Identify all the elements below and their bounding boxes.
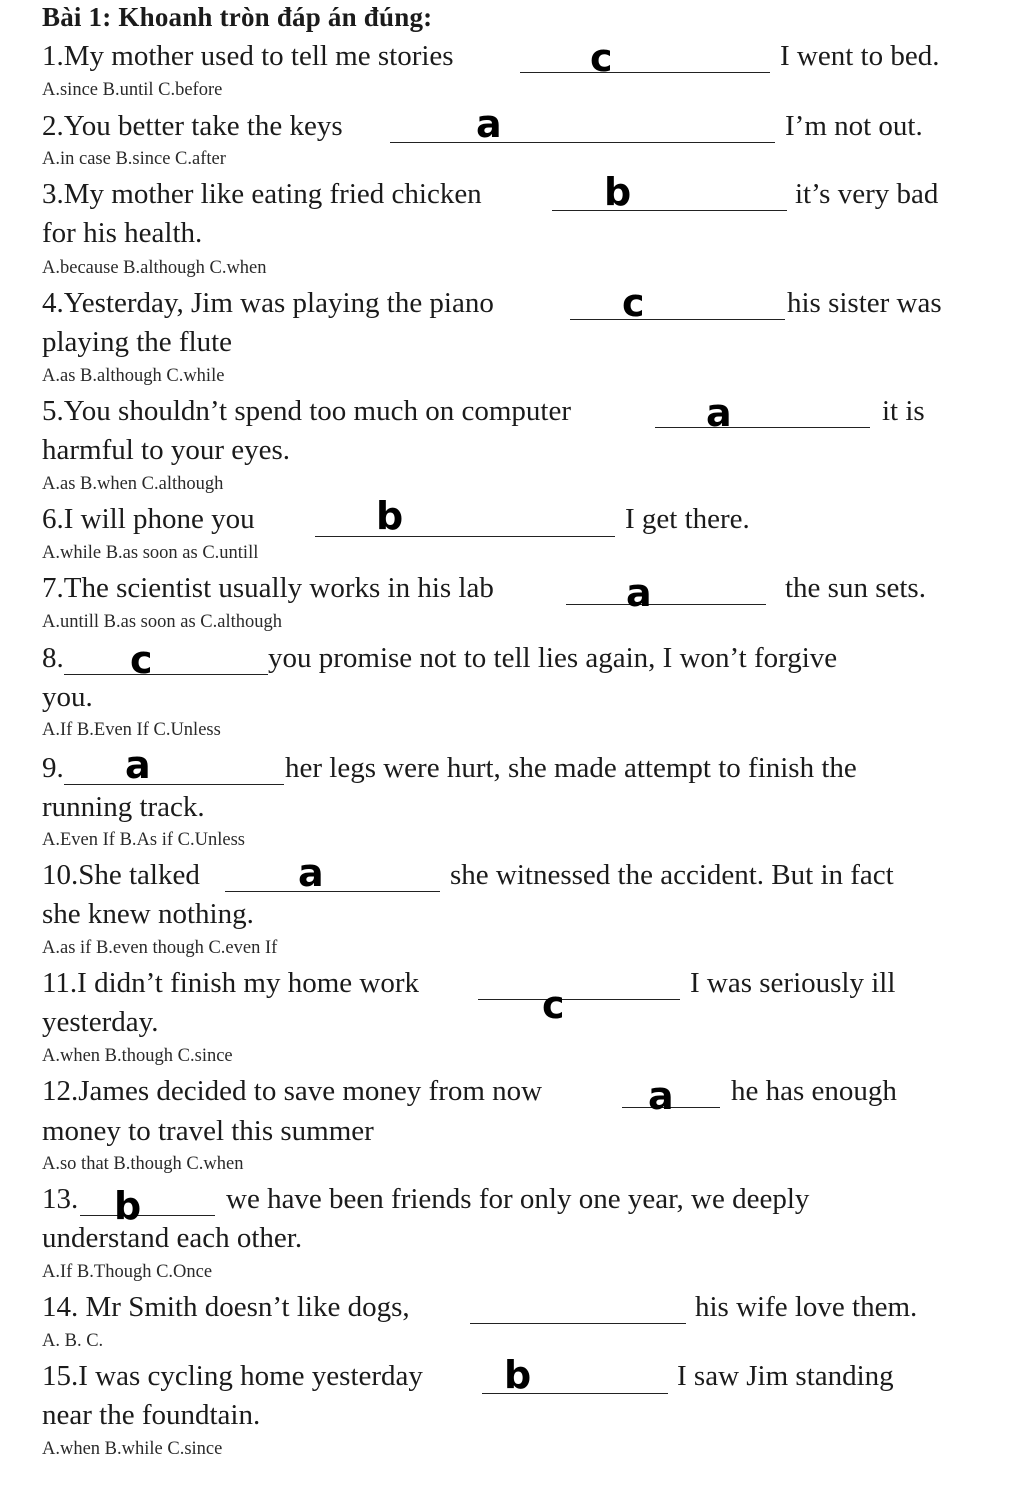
question-3-text-continued: for his health. bbox=[42, 217, 203, 249]
question-15-text-before: 15.I was cycling home yesterday bbox=[42, 1360, 423, 1392]
question-7-text-after: the sun sets. bbox=[785, 572, 926, 604]
question-12-text-continued: money to travel this summer bbox=[42, 1115, 374, 1147]
question-10-blank bbox=[225, 891, 440, 892]
question-1-text-before: 1.My mother used to tell me stories bbox=[42, 40, 454, 72]
question-5-text-after: it is bbox=[882, 395, 925, 427]
question-1-text-after: I went to bed. bbox=[780, 40, 940, 72]
question-10-answer: a bbox=[298, 851, 324, 895]
question-3-answer: b bbox=[604, 170, 632, 214]
question-12-options: A.so that B.though C.when bbox=[42, 1154, 244, 1174]
question-12-answer: a bbox=[648, 1074, 674, 1118]
question-5-blank bbox=[655, 427, 870, 428]
question-11-answer: c bbox=[542, 983, 565, 1027]
question-9-text-before: 9. bbox=[42, 752, 64, 784]
question-11-blank bbox=[478, 999, 680, 1000]
question-14-text-before: 14. Mr Smith doesn’t like dogs, bbox=[42, 1291, 410, 1323]
question-15-answer: b bbox=[504, 1353, 532, 1397]
question-6-options: A.while B.as soon as C.untill bbox=[42, 543, 259, 563]
question-2-options: A.in case B.since C.after bbox=[42, 149, 226, 169]
question-1-options: A.since B.until C.before bbox=[42, 80, 223, 100]
question-14-blank bbox=[470, 1323, 686, 1324]
question-14-options: A. B. C. bbox=[42, 1331, 104, 1351]
question-8-options: A.If B.Even If C.Unless bbox=[42, 720, 221, 740]
question-9-answer: a bbox=[125, 743, 151, 787]
question-2-blank bbox=[390, 142, 775, 143]
question-14-text-after: his wife love them. bbox=[695, 1291, 918, 1323]
question-3-blank bbox=[552, 210, 787, 211]
exercise-title: Bài 1: Khoanh tròn đáp án đúng: bbox=[42, 2, 433, 32]
question-15-options: A.when B.while C.since bbox=[42, 1439, 223, 1459]
question-13-blank bbox=[80, 1215, 215, 1216]
question-7-answer: a bbox=[626, 571, 652, 615]
question-7-blank bbox=[566, 604, 766, 605]
question-6-answer: b bbox=[376, 494, 404, 538]
question-9-text-after: her legs were hurt, she made attempt to finish the bbox=[285, 752, 857, 784]
question-4-blank bbox=[570, 319, 785, 320]
question-5-text-continued: harmful to your eyes. bbox=[42, 434, 291, 466]
question-10-options: A.as if B.even though C.even If bbox=[42, 938, 278, 958]
question-4-text-continued: playing the flute bbox=[42, 326, 233, 358]
question-15-text-continued: near the foundtain. bbox=[42, 1399, 261, 1431]
question-2-text-after: I’m not out. bbox=[785, 110, 923, 142]
question-11-text-before: 11.I didn’t finish my home work bbox=[42, 967, 419, 999]
question-4-text-after: his sister was bbox=[787, 287, 942, 319]
question-15-text-after: I saw Jim standing bbox=[677, 1360, 894, 1392]
question-13-text-after: we have been friends for only one year, we deeply bbox=[226, 1183, 810, 1215]
question-4-options: A.as B.although C.while bbox=[42, 366, 225, 386]
question-11-text-continued: yesterday. bbox=[42, 1006, 159, 1038]
question-5-answer: a bbox=[706, 391, 732, 435]
question-8-answer: c bbox=[130, 638, 153, 682]
question-6-blank bbox=[315, 536, 615, 537]
question-12-text-before: 12.James decided to save money from now bbox=[42, 1075, 543, 1107]
question-5-text-before: 5.You shouldn’t spend too much on computer bbox=[42, 395, 571, 427]
question-13-text-continued: understand each other. bbox=[42, 1222, 303, 1254]
question-2-text-before: 2.You better take the keys bbox=[42, 110, 343, 142]
question-8-text-after: you promise not to tell lies again, I won’t forgive bbox=[268, 642, 838, 674]
question-13-options: A.If B.Though C.Once bbox=[42, 1262, 213, 1282]
question-4-answer: c bbox=[622, 281, 645, 325]
question-9-text-continued: running track. bbox=[42, 791, 205, 823]
question-12-text-after: he has enough bbox=[731, 1075, 897, 1107]
question-8-text-before: 8. bbox=[42, 642, 64, 674]
question-13-answer: b bbox=[114, 1184, 142, 1228]
question-8-text-continued: you. bbox=[42, 681, 93, 713]
question-7-text-before: 7.The scientist usually works in his lab bbox=[42, 572, 494, 604]
question-11-options: A.when B.though C.since bbox=[42, 1046, 233, 1066]
question-1-blank bbox=[520, 72, 770, 73]
question-6-text-after: I get there. bbox=[625, 503, 750, 535]
question-9-blank bbox=[64, 784, 284, 785]
question-1-answer: c bbox=[590, 36, 613, 80]
question-8-blank bbox=[64, 674, 268, 675]
question-10-text-before: 10.She talked bbox=[42, 859, 200, 891]
question-3-text-before: 3.My mother like eating fried chicken bbox=[42, 178, 482, 210]
question-11-text-after: I was seriously ill bbox=[690, 967, 896, 999]
question-2-answer: a bbox=[476, 102, 502, 146]
question-3-options: A.because B.although C.when bbox=[42, 258, 267, 278]
question-6-text-before: 6.I will phone you bbox=[42, 503, 255, 535]
question-10-text-after: she witnessed the accident. But in fact bbox=[450, 859, 894, 891]
question-9-options: A.Even If B.As if C.Unless bbox=[42, 830, 245, 850]
question-7-options: A.untill B.as soon as C.although bbox=[42, 612, 282, 632]
question-10-text-continued: she knew nothing. bbox=[42, 898, 254, 930]
question-13-text-before: 13. bbox=[42, 1183, 79, 1215]
question-5-options: A.as B.when C.although bbox=[42, 474, 224, 494]
question-3-text-after: it’s very bad bbox=[795, 178, 939, 210]
question-4-text-before: 4.Yesterday, Jim was playing the piano bbox=[42, 287, 494, 319]
